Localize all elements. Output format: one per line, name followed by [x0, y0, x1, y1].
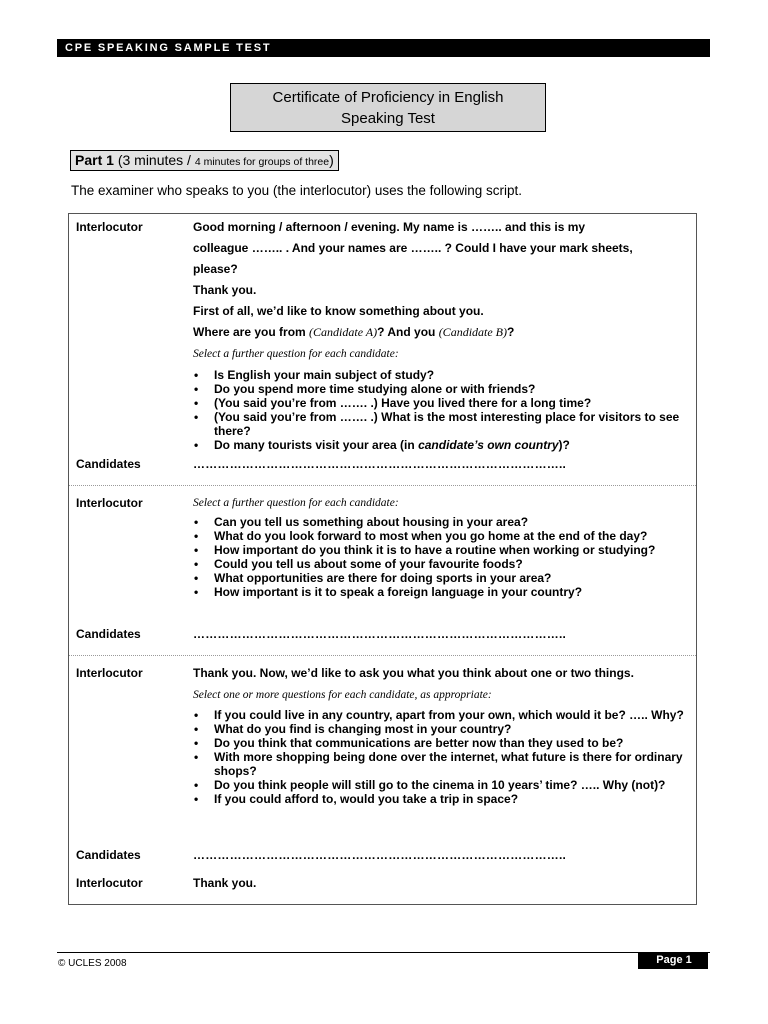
- section-divider-2: [69, 655, 696, 656]
- interlocutor-label-3: Interlocutor: [76, 666, 143, 680]
- candidate-a: (Candidate A): [309, 325, 378, 339]
- instruction-3: Select one or more questions for each candidate, as appropriate:: [193, 689, 492, 701]
- question-list-1: [193, 368, 688, 452]
- candidates-label-3: Candidates: [76, 848, 141, 862]
- list-item: • Do you think people will still go to the cinema in 10 years’ time? ….. Why (not)?: [193, 778, 688, 792]
- list-item: • Do you think that communications are better now than they used to be?: [193, 736, 688, 750]
- part-number: Part 1: [75, 152, 114, 168]
- question-list-3: [193, 708, 688, 806]
- list-item: • How important do you think it is to have a routine when working or studying?: [193, 543, 688, 557]
- list-item: • What do you look forward to most when you go home at the end of the day?: [193, 529, 688, 543]
- document-title: [230, 83, 546, 132]
- list-item: • What opportunities are there for doing sports in your area?: [193, 571, 688, 585]
- closing-thank-you: Thank you.: [193, 876, 257, 890]
- interlocutor-label-1: Interlocutor: [76, 220, 143, 234]
- list-item: • If you could afford to, would you take a trip in space?: [193, 792, 688, 806]
- candidates-label-2: Candidates: [76, 627, 141, 641]
- instruction-1: Select a further question for each candidate:: [193, 348, 399, 360]
- list-item: • (You said you’re from ……. .) What is the most interesting place for visitors to see there?: [193, 410, 688, 438]
- list-item: • (You said you’re from ……. .) Have you lived there for a long time?: [193, 396, 688, 410]
- candidate-b: (Candidate B): [438, 325, 508, 339]
- title-line-1: Certificate of Proficiency in English: [272, 89, 504, 106]
- candidates-label-1: Candidates: [76, 457, 141, 471]
- where-from-line: [193, 325, 688, 340]
- list-item: [193, 438, 688, 452]
- question-list-2: [193, 515, 688, 599]
- list-item: • If you could live in any country, apart from your own, which would it be? ….. Why?: [193, 708, 688, 722]
- list-item: • How important is it to speak a foreign language in your country?: [193, 585, 688, 599]
- part-time-close: ): [329, 152, 334, 168]
- page-number: Page 1: [638, 953, 708, 969]
- footer-rule: [57, 952, 710, 953]
- where-prefix: Where are you from: [193, 325, 310, 339]
- list-item: • Can you tell us something about housing in your area?: [193, 515, 688, 529]
- section-divider-1: [69, 485, 696, 486]
- first-of-all-line: First of all, we’d like to know something about you.: [193, 304, 484, 318]
- section3-intro: Thank you. Now, we’d like to ask you what you think about one or two things.: [193, 666, 634, 680]
- instruction-2: Select a further question for each candidate:: [193, 497, 399, 509]
- greeting-line-1: Good morning / afternoon / evening. My name is …….. and this is my: [193, 220, 586, 234]
- greeting-line-3: please?: [193, 262, 238, 276]
- list-item: • Do you spend more time studying alone or with friends?: [193, 382, 688, 396]
- interlocutor-label-2: Interlocutor: [76, 496, 143, 510]
- title-line-2: Speaking Test: [341, 110, 435, 127]
- bullet-prefix: Do many tourists visit your area (in: [214, 438, 419, 452]
- part-time-groups: 4 minutes for groups of three: [194, 156, 330, 168]
- candidates-dots-1: ………………………………………………………………………………..: [193, 457, 567, 471]
- thank-you-line: Thank you.: [193, 283, 257, 297]
- bullet-italic: candidate’s own country: [418, 438, 559, 452]
- candidates-dots-3: ………………………………………………………………………………..: [193, 848, 567, 862]
- list-item: • What do you find is changing most in your country?: [193, 722, 688, 736]
- list-item: • Is English your main subject of study?: [193, 368, 688, 382]
- greeting-line-2: colleague …….. . And your names are …….. ? Could I have your mark sheets,: [193, 241, 633, 255]
- list-item: • With more shopping being done over the internet, what future is there for ordinary shops?: [193, 750, 688, 778]
- copyright: © UCLES 2008: [58, 958, 127, 969]
- part-time: (3 minutes /: [117, 152, 195, 168]
- interlocutor-label-4: Interlocutor: [76, 876, 143, 890]
- where-end: ?: [507, 325, 515, 339]
- intro-text: The examiner who speaks to you (the interlocutor) uses the following script.: [71, 183, 522, 198]
- header-bar: CPE SPEAKING SAMPLE TEST: [57, 39, 710, 57]
- part-label: [70, 150, 339, 171]
- bullet-suffix: )?: [558, 438, 570, 452]
- list-item: • Could you tell us about some of your favourite foods?: [193, 557, 688, 571]
- candidates-dots-2: ………………………………………………………………………………..: [193, 627, 567, 641]
- where-mid: ? And you: [377, 325, 439, 339]
